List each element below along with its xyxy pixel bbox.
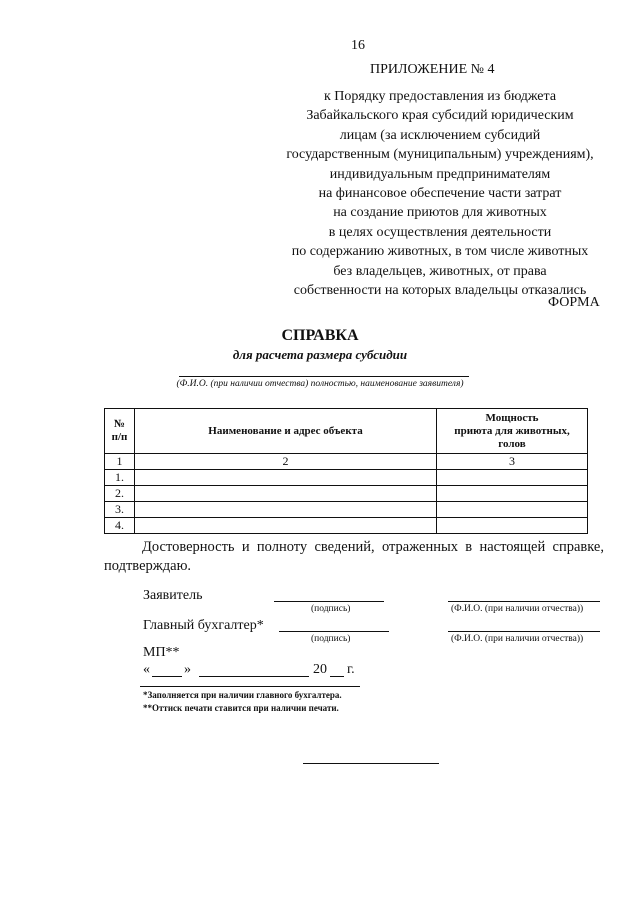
table-row [105,486,588,502]
column-number: 1 [105,454,135,470]
date-year-line[interactable] [330,676,344,677]
footnote-stamp: **Оттиск печати ставится при наличии печати. [143,703,339,713]
applicant-signature-caption: (подпись) [311,604,351,614]
capacity-cell[interactable] [437,518,588,534]
column-number: 3 [437,454,588,470]
appendix-line: на финансовое обеспечение части затрат [318,186,562,202]
capacity-cell[interactable] [437,486,588,502]
document-subtitle: для расчета размера субсидии [232,347,408,362]
row-number: 3. [105,502,135,518]
header-text: № [113,418,126,430]
row-number: 2. [105,486,135,502]
footnote-divider [140,686,360,687]
appendix-line: без владельцев, животных, от права [333,263,547,279]
capacity-cell[interactable] [437,470,588,486]
appendix-line: индивидуальным предпринимателям [329,166,551,182]
appendix-line: в целях осуществления деятельности [328,224,552,240]
row-number: 4. [105,518,135,534]
date-year-suffix: г. [347,662,355,677]
appendix-line: государственным (муниципальным) учреждениям), [286,147,594,163]
applicant-fio-line[interactable] [448,601,600,602]
column-header-number [105,409,135,454]
accountant-label: Главный бухгалтер* [143,618,264,633]
table-header-row [105,409,588,454]
appendix-line: собственности на которых владельцы отказались [293,283,587,299]
date-quote-close: » [184,662,191,677]
appendix-line: к Порядку предоставления из бюджета [323,89,557,104]
appendix-line: лицам (за исключением субсидий [339,127,541,143]
table-row [105,518,588,534]
column-numbers-row [105,454,588,470]
object-name-cell[interactable] [135,470,437,486]
accountant-fio-caption: (Ф.И.О. (при наличии отчества)) [451,634,584,644]
column-header-name: Наименование и адрес объекта [135,409,437,454]
applicant-fio-caption: (Ф.И.О. (при наличии отчества)) [451,604,584,614]
column-header-capacity [437,409,588,454]
accountant-fio-line[interactable] [448,631,600,632]
form-label: ФОРМА [548,295,600,310]
appendix-line: Забайкальского края субсидий юридическим [306,108,574,124]
header-text: приюта для животных, [454,424,570,437]
appendix-line: на создание приютов для животных [333,205,547,221]
objects-table [104,408,588,534]
stamp-label: МП** [143,645,180,660]
header-text: п/п [111,431,128,443]
applicant-name-caption: (Ф.И.О. (при наличии отчества) полностью, наименование заявителя) [176,379,464,389]
applicant-name-line[interactable] [179,376,469,377]
capacity-cell[interactable] [437,502,588,518]
footnote-accountant: *Заполняется при наличии главного бухгалтера. [143,690,342,700]
column-number: 2 [135,454,437,470]
accountant-signature-line[interactable] [279,631,389,632]
applicant-signature-line[interactable] [274,601,384,602]
row-number: 1. [105,470,135,486]
date-month-line[interactable] [199,676,309,677]
date-day-line[interactable] [152,676,182,677]
accountant-signature-caption: (подпись) [311,634,351,644]
date-year-prefix: 20 [313,662,327,677]
applicant-label: Заявитель [143,588,203,603]
object-name-cell[interactable] [135,518,437,534]
header-text: голов [498,437,526,450]
object-name-cell[interactable] [135,486,437,502]
document-title: СПРАВКА [281,327,359,344]
header-text: Мощность [485,411,539,424]
appendix-description [262,87,618,300]
page-number: 16 [351,38,365,53]
table-row [105,470,588,486]
appendix-title: ПРИЛОЖЕНИЕ № 4 [370,62,495,77]
appendix-line: по содержанию животных, в том числе животных [291,244,589,260]
object-name-cell[interactable] [135,502,437,518]
bottom-divider [303,763,439,764]
confirmation-text: Достоверность и полноту сведений, отраженных в настоящей справке, подтверждаю. [104,539,604,574]
date-quote-open: « [143,662,150,677]
table-row [105,502,588,518]
